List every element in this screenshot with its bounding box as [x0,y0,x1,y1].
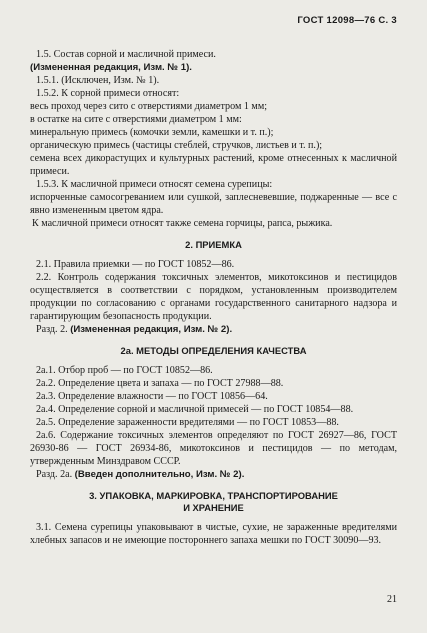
amendment-note: (Измененная редакция, Изм. № 2). [70,324,233,335]
paragraph: 2.2. Контроль содержания токсичных элементов, микотоксинов и пестицидов осуществляется в соответствии с порядком, установленным производителем продукции по согласованию с органами государственного санитарного надзора и гарантирующим безопасность продукции. [30,272,397,322]
paragraph: 2а.1. Отбор проб — по ГОСТ 10852—86. [36,365,213,376]
paragraph [30,323,397,336]
paragraph: 2а.2. Определение цвета и запаха — по ГОСТ 27988—88. [36,378,284,389]
section-2 [30,258,397,336]
paragraph: 2а.3. Определение влажности — по ГОСТ 10856—64. [36,391,268,402]
paragraph: 2а.4. Определение сорной и масличной примесей — по ГОСТ 10854—88. [36,404,354,415]
section-ref: Разд. 2. [36,324,68,335]
paragraph: 2а.5. Определение зараженности вредителями — по ГОСТ 10853—88. [36,417,339,428]
page-number: 21 [387,594,397,605]
section-2a [30,364,397,481]
paragraph: минеральную примесь (комочки земли, камешки и т. п.); [30,127,274,138]
paragraph: в остатке на сите с отверстиями диаметром 1 мм: [30,114,242,125]
section-1-5 [30,48,397,230]
amendment-note: (Введен дополнительно, Изм. № 2). [74,469,245,480]
paragraph: 2.1. Правила приемки — по ГОСТ 10852—86. [36,259,235,270]
paragraph: 1.5.2. К сорной примеси относят: [36,88,180,99]
section-title [30,490,397,514]
paragraph: 1.5. Состав сорной и масличной примеси. [36,49,216,60]
paragraph: 1.5.1. (Исключен, Изм. № 1). [36,75,160,86]
paragraph: 1.5.3. К масличной примеси относят семена сурепицы: [36,179,273,190]
paragraph [30,468,397,481]
section-title-line: 3. УПАКОВКА, МАРКИРОВКА, ТРАНСПОРТИРОВАНИЕ [89,490,338,501]
section-title-line: И ХРАНЕНИЕ [183,502,244,513]
paragraph: 2а.6. Содержание токсичных элементов определяют по ГОСТ 26927—86, ГОСТ 26930-86 — ГОСТ 26934-86, микотоксинов и пестицидов — по методам, утвержденным Минздравом СССР. [30,430,397,467]
section-3 [30,521,397,547]
section-title: 2а. МЕТОДЫ ОПРЕДЕЛЕНИЯ КАЧЕСТВА [120,345,307,356]
amendment-note: (Измененная редакция, Изм. № 1). [30,62,192,73]
paragraph: весь проход через сито с отверстиями диаметром 1 мм; [30,101,268,112]
section-ref: Разд. 2а. [36,469,73,480]
paragraph: 3.1. Семена сурепицы упаковывают в чистые, сухие, не зараженные вредителями хлебных запасов и не имеющие постороннего запаха мешки по ГОСТ 30090—93. [30,522,397,546]
page-header: ГОСТ 12098—76 С. 3 [297,15,397,26]
paragraph: семена всех дикорастущих и культурных растений, кроме отнесенных к масличной примеси. [30,153,397,177]
paragraph: испорченные самосогреванием или сушкой, заплесневевшие, поджаренные — все с явно измененным цветом ядра. [30,192,397,216]
paragraph: органическую примесь (частицы стеблей, стручков, листьев и т. п.); [30,140,323,151]
paragraph: К масличной примеси относят также семена горчицы, рапса, рыжика. [32,218,333,229]
section-title: 2. ПРИЕМКА [185,239,242,250]
